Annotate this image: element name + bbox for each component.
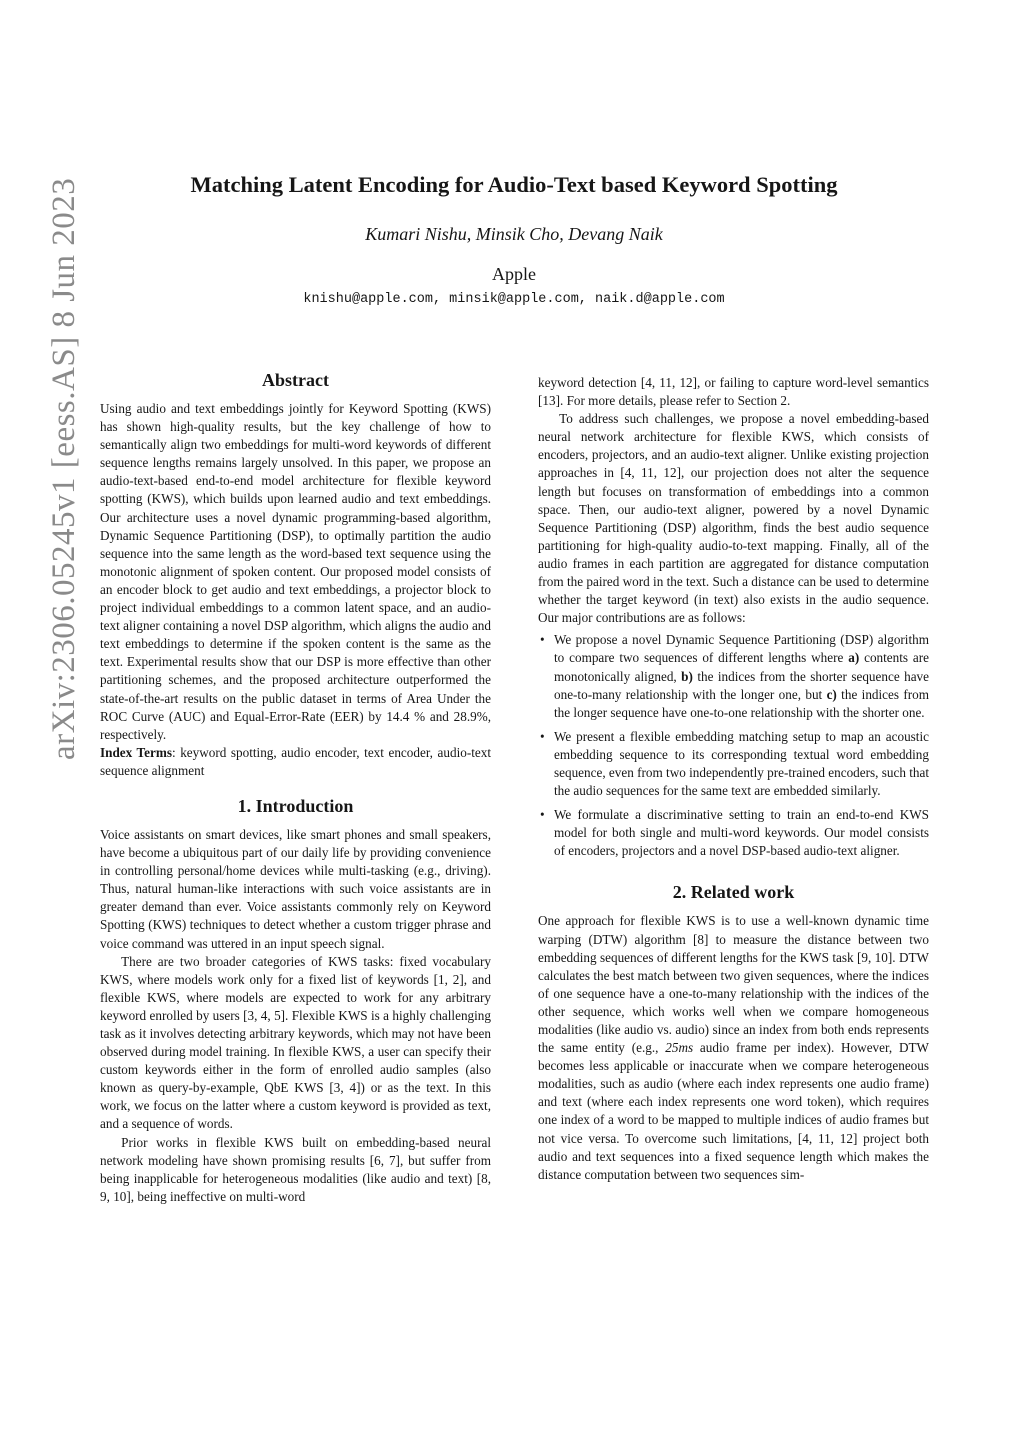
bullet-icon: •	[540, 632, 545, 648]
related-work-heading: 2. Related work	[672, 882, 795, 903]
paper-title: Matching Latent Encoding for Audio-Text based Keyword Spotting	[190, 172, 838, 197]
introduction-heading: 1. Introduction	[237, 795, 354, 816]
author-emails: knishu@apple.com, minsik@apple.com, naik.d@apple.com	[303, 292, 725, 307]
bullet-icon: •	[540, 728, 545, 744]
index-terms-label: Index Terms	[100, 744, 172, 760]
abstract-heading: Abstract	[262, 370, 329, 390]
contributions-list	[538, 631, 929, 860]
contribution-item: • We propose a novel Dynamic Sequence Partitioning (DSP) algorithm to compare two sequences of different lengths where a) contents are monotonically aligned, b) the indices from the shorter sequence have one-to-many relationship with the longer one, but c) the indices from the longer sequence have one-to-one relationship with the shorter one.	[540, 632, 929, 720]
intro-paragraph-4: To address such challenges, we propose a novel embedding-based neural network architecture for flexible KWS, which consists of encoders, projectors, and an audio-text aligner. Unlike existing projection approaches in [4, 11, 12], our projection does not alter the sequence length but focuses on transformation of embeddings into a common space. Then, our audio-text aligner, powered by a novel Dynamic Sequence Partitioning (DSP) algorithm, finds the best audio sequence partitioning for high-quality audio-to-text mapping. Finally, all of the audio frames in each partition are aggregated for distance computation from the paired word in the text. Such a distance can be used to determine whether the target keyword (in text) also exists in the audio sequence. Our major contributions are as follows:	[538, 411, 929, 626]
contribution-item: • We formulate a discriminative setting to train an end-to-end KWS model for both single and multi-word keywords. Our model consists of encoders, projectors and a novel DSP-based audio-text aligner.	[540, 807, 929, 859]
right-column	[538, 374, 929, 1184]
left-column	[100, 368, 491, 1206]
intro-paragraph-2: There are two broader categories of KWS tasks: fixed vocabulary KWS, where models work only for a fixed list of keywords [1, 2], and flexible KWS, where models are expected to work for any arbitrary keyword enrolled by users [3, 4, 5]. Flexible KWS is a highly challenging task as it involves detecting arbitrary keywords, which may not have been observed during model training. In flexible KWS, a user can specify their custom keywords either in the form of enrolled audio samples (also known as query-by-example, QbE KWS [3, 4]) or as the text. In this work, we focus on the latter where a custom keyword is provided as text, and a sequence of words.	[100, 953, 491, 1132]
intro-paragraph-1: Voice assistants on smart devices, like smart phones and small speakers, have become a ubiquitous part of our daily life by providing convenience in controlling personal/home devices while multi-tasking (e.g., driving). Thus, natural human-like interactions with such voice assistants are in greater demand than ever. Voice assistants commonly rely on Keyword Spotting (KWS) techniques to detect whether a custom trigger phrase and voice command was uttered in an input speech signal.	[100, 826, 491, 951]
index-terms-text: : keyword spotting, audio encoder, text encoder, audio-text sequence alignment	[100, 744, 491, 778]
intro-paragraph-3-continued: keyword detection [4, 11, 12], or failing to capture word-level semantics [13]. For more details, please refer to Section 2.	[538, 375, 929, 409]
contribution-item: • We present a flexible embedding matching setup to map an acoustic embedding sequence to its corresponding textual word embedding sequence, even from two independently pre-trained encoders, such that the audio sequences for the same text are embedded similarly.	[540, 728, 929, 799]
index-terms	[100, 744, 491, 780]
arxiv-identifier: arXiv:2306.05245v1 [eess.AS] 8 Jun 2023	[46, 177, 82, 760]
math-25ms: 25ms	[665, 1040, 694, 1056]
abstract-text: Using audio and text embeddings jointly for Keyword Spotting (KWS) has shown high-quality results, but the key challenge of how to semantically align two embeddings for multi-word keywords of different sequence lengths remains largely unsolved. In this paper, we propose an audio-text-based end-to-end model architecture for flexible keyword spotting (KWS), which builds upon learned audio and text embeddings. Our architecture uses a novel dynamic programming-based algorithm, Dynamic Sequence Partitioning (DSP), to optimally partition the audio sequence into the same length as the word-based text sequence using the monotonic alignment of spoken content. Our proposed model consists of an encoder block to get audio and text embeddings, a projector block to project individual embeddings to a common latent space, and an audio-text aligner containing a novel DSP algorithm, which aligns the audio and text embeddings to determine if the spoken content is the same as the text. Experimental results show that our DSP is more effective than other partitioning schemes, and the proposed architecture outperformed the state-of-the-art results on the public dataset in terms of Area Under the ROC Curve (AUC) and Equal-Error-Rate (EER) by 14.4 % and 28.9%, respectively.	[100, 401, 491, 742]
bullet-icon: •	[540, 807, 545, 823]
affiliation: Apple	[492, 264, 536, 284]
related-paragraph-1: One approach for flexible KWS is to use a well-known dynamic time warping (DTW) algorithm [8] to measure the distance between two embedding sequences of different lengths for the KWS task [9, 10]. DTW calculates the best match between two given sequences, where the indices of one sequence have a one-to-many relationship with the indices of the other sequence, which works well when we compare homogeneous modalities (like audio vs. audio) since an index from both ends represents the same entity (e.g., 25ms audio frame per index). However, DTW becomes less applicable or inaccurate when we compare heterogeneous modalities, such as audio (where each index represents one audio frame) and text (where each index represents one word token), which requires one index of a word to be mapped to multiple indices of audio frames but not vice versa. To overcome such limitations, [4, 11, 12] project both audio and text sequences into a fixed sequence length which makes the distance computation between two sequences sim-	[538, 913, 930, 1182]
author-list: Kumari Nishu, Minsik Cho, Devang Naik	[365, 224, 663, 244]
intro-paragraph-3: Prior works in flexible KWS built on embedding-based neural network modeling have shown promising results [6, 7], but suffer from being inapplicable for heterogeneous modalities (like audio and text) [8, 9, 10], being ineffective on multi-word	[100, 1134, 491, 1204]
